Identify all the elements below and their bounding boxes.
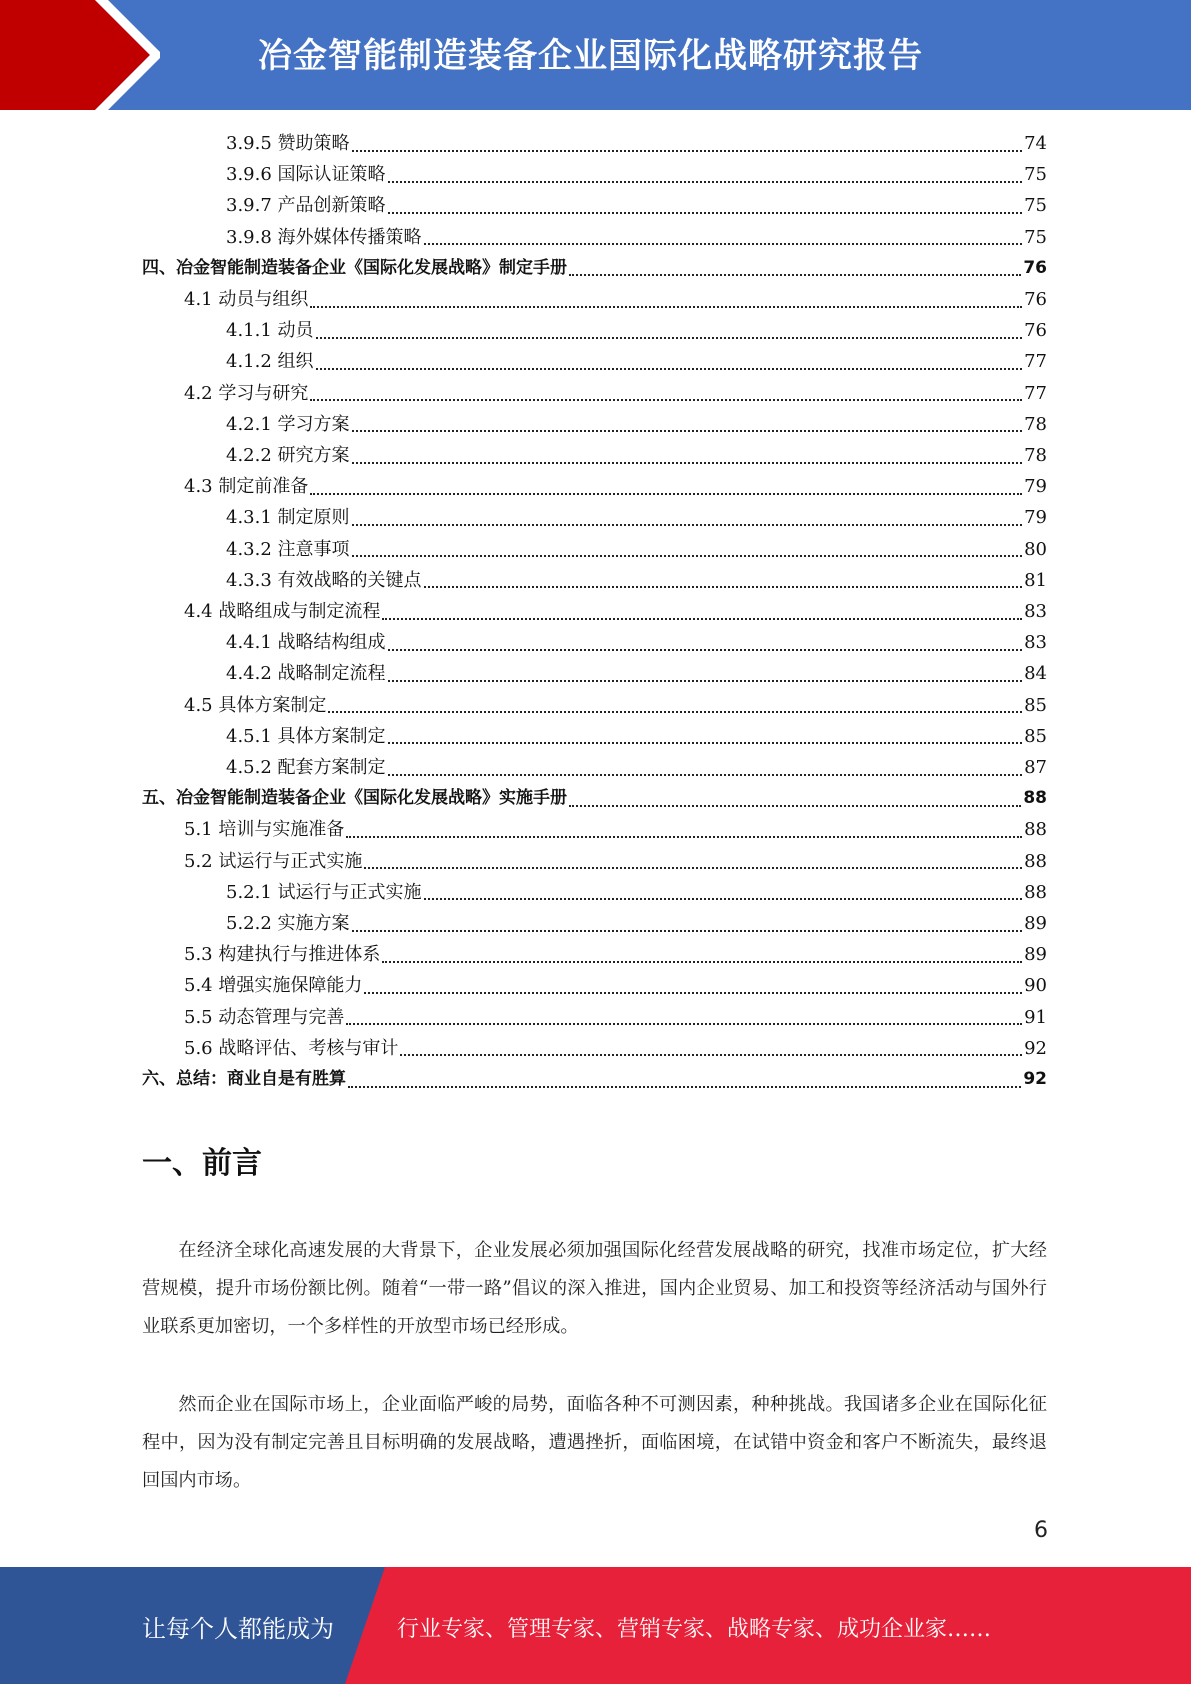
toc-entry-page: 88 [1024,819,1047,841]
toc-entry-page: 80 [1024,538,1047,560]
footer-slogan-left: 让每个人都能成为 [142,1615,334,1643]
toc-leader-dots [346,836,1022,838]
toc-entry-label: 5.4 增强实施保障能力 [184,975,363,997]
toc-entry[interactable] [226,908,1047,939]
toc-entry-label: 4.3.3 有效战略的关键点 [226,569,422,591]
toc-entry-page: 92 [1024,1037,1047,1059]
toc-entry-page: 77 [1024,351,1047,373]
toc-entry[interactable] [226,534,1047,565]
toc-leader-dots [352,150,1023,152]
toc-entry[interactable] [184,378,1047,409]
toc-entry-page: 78 [1024,445,1047,466]
toc-entry-label: 5.2 试运行与正式实施 [184,850,363,872]
toc-entry-label: 4.2 学习与研究 [184,382,309,404]
toc-entry[interactable] [226,440,1047,471]
toc-entry-page: 79 [1024,476,1047,498]
toc-entry-label: 3.9.8 海外媒体传播策略 [226,226,422,248]
toc-entry-page: 76 [1024,320,1047,342]
toc-entry[interactable] [226,658,1047,689]
toc-leader-dots [352,524,1023,526]
toc-entry-page: 89 [1024,944,1047,966]
toc-leader-dots [388,680,1023,682]
toc-leader-dots [424,898,1023,900]
toc-leader-dots [316,368,1023,370]
toc-leader-dots [388,742,1023,744]
toc-leader-dots [388,774,1023,776]
toc-entry[interactable] [226,222,1047,253]
toc-entry[interactable] [226,565,1047,596]
toc-leader-dots [310,493,1022,495]
toc-entry-label: 4.2.1 学习方案 [226,413,350,435]
toc-entry-label: 4.5.2 配套方案制定 [226,757,386,778]
toc-entry-page: 75 [1024,226,1047,248]
toc-leader-dots [382,618,1022,620]
toc-entry-page: 90 [1024,975,1047,997]
toc-entry-label: 3.9.5 赞助策略 [226,133,350,154]
toc-leader-dots [352,430,1023,432]
chevron-decoration [0,0,160,110]
toc-entry[interactable] [226,409,1047,440]
toc-leader-dots [352,462,1023,464]
toc-entry-label: 4.2.2 研究方案 [226,445,350,466]
toc-leader-dots [569,805,1021,807]
toc-entry[interactable] [226,346,1047,377]
toc-leader-dots [352,930,1023,932]
page-number: 6 [1034,1518,1048,1543]
toc-entry-label: 5.1 培训与实施准备 [184,819,345,841]
toc-entry-label: 六、总结：商业自是有胜算 [142,1069,346,1089]
report-title: 冶金智能制造装备企业国际化战略研究报告 [258,36,923,76]
toc-entry-label: 4.3.2 注意事项 [226,538,350,560]
toc-entry-label: 4.3 制定前准备 [184,476,309,498]
toc-entry-page: 87 [1024,757,1047,778]
toc-leader-dots [316,337,1023,339]
toc-leader-dots [348,1086,1021,1088]
toc-entry[interactable] [184,596,1047,627]
toc-entry[interactable] [226,752,1047,783]
toc-leader-dots [310,306,1022,308]
toc-entry[interactable] [184,939,1047,970]
toc-entry[interactable] [184,471,1047,502]
toc-entry-page: 85 [1024,725,1047,747]
toc-leader-dots [310,399,1022,401]
toc-entry-page: 92 [1023,1069,1047,1089]
toc-entry[interactable] [184,970,1047,1001]
toc-leader-dots [328,711,1022,713]
toc-entry-label: 5.6 战略评估、考核与审计 [184,1037,399,1059]
toc-entry[interactable] [184,284,1047,315]
toc-entry-label: 3.9.7 产品创新策略 [226,195,386,217]
footer-slogan-right: 行业专家、管理专家、营销专家、战略专家、成功企业家…… [397,1617,992,1642]
toc-entry-page: 74 [1024,133,1047,154]
toc-entry-page: 88 [1024,850,1047,872]
toc-entry-page: 91 [1024,1006,1047,1028]
toc-entry-label: 5.2.2 实施方案 [226,913,350,934]
toc-entry[interactable] [226,502,1047,533]
toc-entry-page: 84 [1024,663,1047,685]
toc-entry-page: 75 [1024,164,1047,186]
toc-entry[interactable] [226,877,1047,908]
toc-entry[interactable] [226,315,1047,346]
toc-entry-label: 4.4.2 战略制定流程 [226,663,386,685]
footer-banner [0,1567,1191,1684]
toc-entry-page: 76 [1023,257,1047,278]
toc-entry-page: 78 [1024,413,1047,435]
toc-leader-dots [569,274,1021,276]
toc-entry-page: 77 [1024,382,1047,404]
toc-entry[interactable] [184,690,1047,721]
toc-entry-page: 83 [1024,632,1047,654]
toc-entry-label: 4.1 动员与组织 [184,289,309,310]
toc-entry[interactable] [226,128,1047,159]
toc-leader-dots [400,1054,1022,1056]
toc-entry[interactable] [226,159,1047,190]
toc-entry[interactable] [184,814,1047,845]
toc-entry-label: 4.1.2 组织 [226,351,314,373]
toc-leader-dots [388,212,1023,214]
toc-leader-dots [364,992,1022,994]
toc-entry-page: 75 [1024,195,1047,217]
toc-entry[interactable] [142,253,1047,284]
toc-leader-dots [424,586,1023,588]
paragraph-2: 然而企业在国际市场上，企业面临严峻的局势，面临各种不可测因素，种种挑战。我国诸多企业在国际化征程中，因为没有制定完善且目标明确的发展战略，遭遇挫折，面临困境，在试错中资金和客户不断流失，最终退回国内市场。 [142,1394,1047,1491]
toc-entry-label: 四、冶金智能制造装备企业《国际化发展战略》制定手册 [142,257,567,278]
toc-entry-label: 4.3.1 制定原则 [226,507,350,529]
toc-entry[interactable] [142,783,1047,814]
toc-entry[interactable] [184,1033,1047,1064]
toc-entry-page: 89 [1024,913,1047,934]
toc-entry-label: 五、冶金智能制造装备企业《国际化发展战略》实施手册 [142,788,567,809]
paragraph-1: 在经济全球化高速发展的大背景下，企业发展必须加强国际化经营发展战略的研究，找准市场定位，扩大经营规模，提升市场份额比例。随着“一带一路”倡议的深入推进，国内企业贸易、加工和投资等经济活动与国外行业联系更加密切，一个多样性的开放型市场已经形成。 [142,1240,1047,1337]
toc-entry-label: 4.5.1 具体方案制定 [226,725,386,747]
header-banner [0,0,1191,110]
toc-entry-label: 4.4.1 战略结构组成 [226,632,386,654]
toc-entry-page: 88 [1023,788,1047,809]
toc-entry[interactable] [184,846,1047,877]
toc-entry-label: 5.3 构建执行与推进体系 [184,944,381,966]
toc-entry[interactable] [226,721,1047,752]
toc-entry-page: 81 [1024,569,1047,591]
toc-entry-page: 83 [1024,601,1047,622]
toc-leader-dots [382,961,1022,963]
toc-entry-page: 76 [1024,289,1047,310]
toc-entry[interactable] [184,1002,1047,1033]
toc-entry-label: 4.5 具体方案制定 [184,694,327,716]
toc-leader-dots [388,181,1023,183]
toc-entry-label: 4.4 战略组成与制定流程 [184,601,381,622]
toc-entry-label: 5.2.1 试运行与正式实施 [226,881,422,903]
toc-leader-dots [424,243,1023,245]
toc-leader-dots [388,649,1023,651]
toc-entry-page: 79 [1024,507,1047,529]
toc-leader-dots [364,867,1022,869]
toc-leader-dots [346,1023,1022,1025]
toc-entry-page: 88 [1024,881,1047,903]
toc-leader-dots [352,555,1023,557]
toc-entry-label: 4.1.1 动员 [226,320,314,342]
toc-entry-label: 5.5 动态管理与完善 [184,1006,345,1028]
toc-entry-label: 3.9.6 国际认证策略 [226,164,386,186]
toc-entry[interactable] [142,1064,1047,1095]
toc-entry[interactable] [226,627,1047,658]
toc-entry-page: 85 [1024,694,1047,716]
toc-entry[interactable] [226,190,1047,221]
section-heading: 一、前言 [142,1146,262,1181]
